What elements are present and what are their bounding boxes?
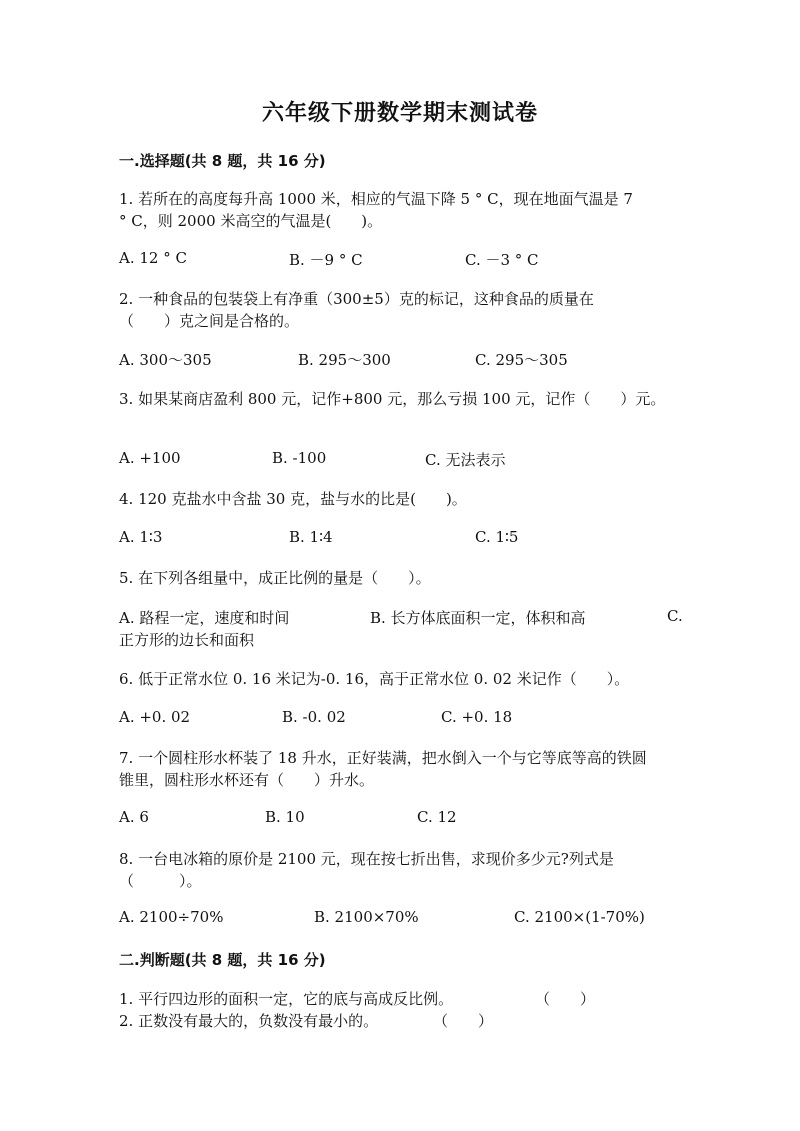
- question-3-option-b: B. -100: [272, 449, 327, 467]
- question-7-option-b: B. 10: [265, 808, 305, 826]
- question-3-option-a: A. +100: [119, 449, 181, 467]
- question-2-option-b: B. 295～300: [298, 351, 391, 369]
- question-5-option-b: B. 长方体底面积一定，体积和高: [370, 609, 586, 627]
- question-6-option-c: C. +0. 18: [441, 708, 513, 726]
- question-4-option-b: B. 1∶4: [289, 528, 333, 546]
- question-6-option-b: B. -0. 02: [282, 708, 346, 726]
- judgement-item-2-text: 2. 正数没有最大的，负数没有最小的。: [119, 1012, 379, 1030]
- question-6-line-1: 6. 低于正常水位 0. 16 米记为-0. 16，高于正常水位 0. 02 米记作（ ）。: [119, 670, 630, 688]
- question-5-option-c: C.: [667, 607, 683, 625]
- question-1-line-2: ° C，则 2000 米高空的气温是( )。: [119, 212, 383, 230]
- question-7-option-c: C. 12: [417, 808, 457, 826]
- question-1-option-a: A. 12 ° C: [119, 249, 187, 267]
- question-8-line-2: （ ）。: [119, 872, 202, 890]
- question-2-line-1: 2. 一种食品的包装袋上有净重（300±5）克的标记，这种食品的质量在: [119, 290, 594, 308]
- question-7-option-a: A. 6: [119, 808, 149, 826]
- question-1-option-c: C. －3 ° C: [465, 251, 539, 269]
- question-8-option-b: B. 2100×70%: [314, 908, 419, 926]
- judgement-item-2-blank: （ ）: [433, 1012, 494, 1030]
- question-4-line-1: 4. 120 克盐水中含盐 30 克，盐与水的比是( )。: [119, 490, 467, 508]
- question-7-line-1: 7. 一个圆柱形水杯装了 18 升水，正好装满，把水倒入一个与它等底等高的铁圆: [119, 749, 647, 767]
- page-title: 六年级下册数学期末测试卷: [261, 101, 538, 126]
- question-5-option-a: A. 路程一定，速度和时间: [119, 609, 290, 627]
- question-1-option-b: B. －9 ° C: [289, 251, 363, 269]
- question-5-option-c-text: 正方形的边长和面积: [119, 631, 255, 649]
- question-4-option-a: A. 1∶3: [119, 528, 163, 546]
- question-2-option-a: A. 300～305: [119, 351, 212, 369]
- question-8-line-1: 8. 一台电冰箱的原价是 2100 元，现在按七折出售，求现价多少元?列式是: [119, 850, 614, 868]
- question-8-option-c: C. 2100×(1-70%): [514, 908, 645, 926]
- judgement-item-1-blank: （ ）: [535, 990, 596, 1008]
- question-3-option-c: C. 无法表示: [425, 451, 506, 469]
- question-4-option-c: C. 1∶5: [475, 528, 519, 546]
- question-7-line-2: 锥里，圆柱形水杯还有（ ）升水。: [119, 771, 375, 789]
- question-1-line-1: 1. 若所在的高度每升高 1000 米，相应的气温下降 5 ° C，现在地面气温是 7: [119, 190, 633, 208]
- question-8-option-a: A. 2100÷70%: [119, 908, 224, 926]
- judgement-item-1-text: 1. 平行四边形的面积一定，它的底与高成反比例。: [119, 990, 454, 1008]
- section-heading-choice: 一.选择题(共 8 题，共 16 分): [119, 152, 326, 170]
- question-6-option-a: A. +0. 02: [119, 708, 191, 726]
- question-3-line-1: 3. 如果某商店盈利 800 元，记作+800 元，那么亏损 100 元，记作（ ）元。: [119, 390, 666, 408]
- question-5-line-1: 5. 在下列各组量中，成正比例的量是（ ）。: [119, 569, 431, 587]
- question-2-option-c: C. 295～305: [475, 351, 568, 369]
- question-2-line-2: （ ）克之间是合格的。: [119, 312, 300, 330]
- section-heading-judgement: 二.判断题(共 8 题，共 16 分): [119, 951, 326, 969]
